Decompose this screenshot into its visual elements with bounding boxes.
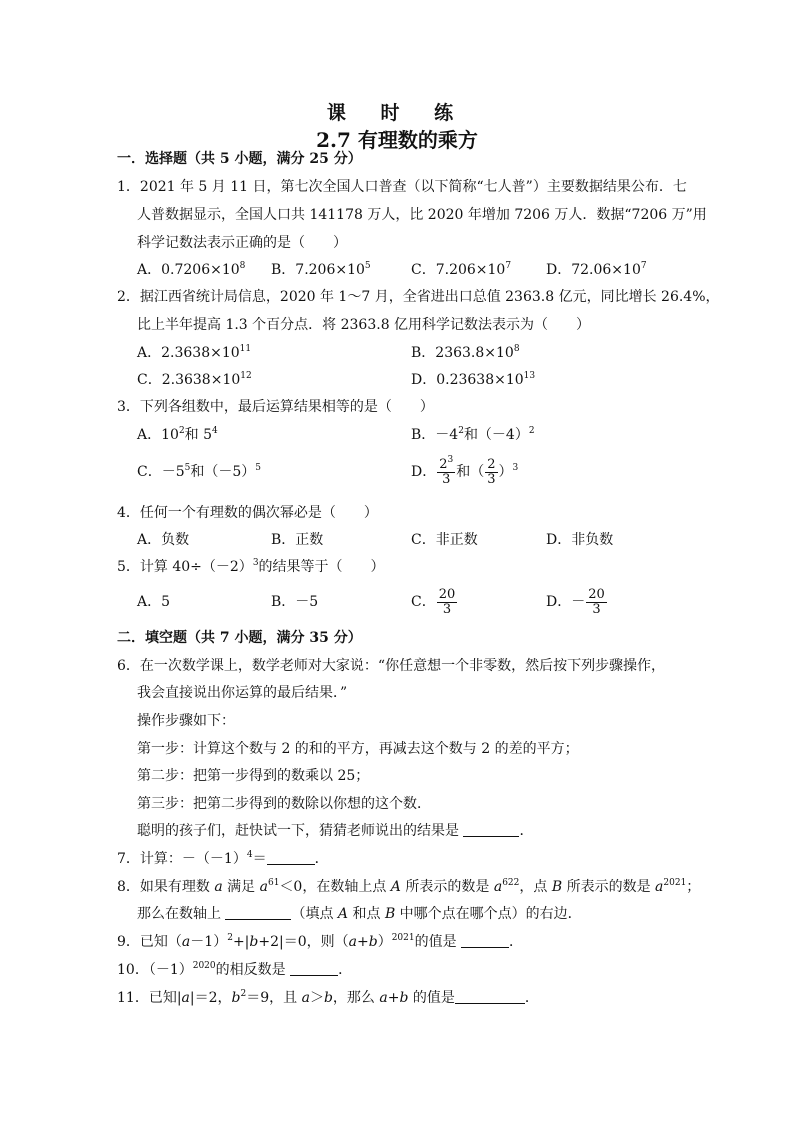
fraction-twenty-thirds: $\frac{20}{3}$ [438, 586, 456, 617]
q2-line1: 2．据江西省统计局信息，2020 年 1～7 月，全省进出口总值 2363.8 亿元，同比增长 26.4%， [117, 289, 720, 305]
answer-blank-q10[interactable] [290, 961, 338, 976]
q3-option-c: C．$-5^5$和$(-5)^5$ [137, 463, 262, 480]
answer-blank-q6[interactable] [463, 822, 519, 837]
q2-line2: 比上半年提高 1.3 个百分点．将 2363.8 亿用科学记数法表示为（ ） [137, 317, 591, 333]
q5-option-c: C． $\frac{20}{3}$ [411, 586, 456, 617]
q2-option-c: C．$2.3638\times 10^{12}$ [137, 371, 252, 388]
fraction-neg-twenty-thirds: $\frac{20}{3}$ [588, 586, 605, 617]
q4-option-b: B．正数 [271, 532, 324, 548]
q1-line1: 1．2021 年 5 月 11 日，第七次全国人口普查（以下简称“七人普”）主要数据结果公布．七 [117, 179, 687, 195]
q6-line5: 第二步：把第一步得到的数乘以 25； [137, 768, 370, 784]
answer-blank-q7[interactable] [267, 850, 315, 865]
q5-line: 5．计算 $40\div(-2)^3$的结果等于（ ） [117, 558, 385, 575]
q1-option-b: B．$7.206\times 10^5$ [271, 261, 371, 278]
q4-line: 4．任何一个有理数的偶次幂必是（ ） [117, 505, 378, 521]
q2-option-d: D．$0.23638\times 10^{13}$ [411, 371, 536, 388]
q3-option-b: B．$-4^2$和$(-4)^2$ [411, 426, 535, 443]
q6-line6: 第三步：把第二步得到的数除以你想的这个数． [137, 796, 431, 812]
q5-option-b: B．－5 [271, 594, 319, 610]
q6-line1: 6．在一次数学课上，数学老师对大家说：“你任意想一个非零数，然后按下列步骤操作， [117, 658, 666, 674]
q1-option-d: D．$72.06\times 10^7$ [546, 261, 647, 278]
q6-line4: 第一步：计算这个数与 2 的和的平方，再减去这个数与 2 的差的平方； [137, 741, 579, 757]
fraction-two-thirds: $\frac{2}{3}$ [487, 456, 496, 487]
q1-line3: 科学记数法表示正确的是（ ） [137, 235, 347, 251]
q3-option-a: A．$10^2$和 $5^4$ [137, 426, 218, 443]
q6-line3: 操作步骤如下： [137, 713, 235, 729]
q6-line7: 聪明的孩子们，赶快试一下，猜猜老师说出的结果是 ． [137, 823, 534, 839]
q9-line: 9．已知$(a-1)^2+|b+2|=0$，则$(a+b)^{2021}$的值是 ． [117, 933, 524, 950]
page-subtitle: 2.7 有理数的乘方 [316, 128, 478, 152]
q1-option-a: A．$0.7206\times 10^8$ [137, 261, 246, 278]
q6-line2: 我会直接说出你运算的最后结果．” [137, 685, 348, 701]
answer-blank-q8[interactable] [225, 905, 291, 920]
q11-line: 11．已知|a|＝2，$b^2=9$，且 a＞b，那么 a+b 的值是 ． [117, 989, 539, 1006]
q3-option-d: D． $\frac{2^3}{3}$ 和（ $\frac{2}{3}$ ）$^3$ [411, 454, 519, 487]
q1-option-c: C．$7.206\times 10^7$ [411, 261, 512, 278]
q7-line: 7．计算：$-(-1)^4=$ ． [117, 850, 329, 867]
q2-option-b: B．$2363.8\times 10^8$ [411, 344, 520, 361]
q5-option-d: D．－ $\frac{20}{3}$ [546, 586, 605, 617]
q1-line2: 人普数据显示，全国人口共 141178 万人，比 2020 年增加 7206 万人．数据“7206 万”用 [137, 207, 707, 223]
q5-option-a: A．5 [137, 594, 171, 610]
q4-option-a: A．负数 [137, 532, 190, 548]
answer-blank-q9[interactable] [461, 933, 509, 948]
page-title: 课 时 练 [326, 102, 468, 124]
q8-line1: 8．如果有理数 a 满足 $a^{61}<0$，在数轴上点 A 所表示的数是 $a^{622}$，点 B 所表示的数是 $a^{2021}$； [117, 878, 701, 895]
q8-line2: 那么在数轴上 （填点 A 和点 B 中哪个点在哪个点）的右边． [137, 906, 582, 922]
section-heading-fill-in: 二．填空题（共 7 小题，满分 35 分） [117, 630, 362, 646]
q2-option-a: A．$2.3638\times 10^{11}$ [137, 344, 252, 361]
q4-option-c: C．非正数 [411, 532, 478, 548]
q10-line: 10．$(-1)^{2020}$的相反数是 ． [117, 961, 353, 978]
section-heading-multiple-choice: 一．选择题（共 5 小题，满分 25 分） [117, 151, 362, 167]
answer-blank-q11[interactable] [455, 989, 525, 1004]
fraction-two-cubed-over-three: $\frac{2^3}{3}$ [439, 454, 454, 487]
q4-option-d: D．非负数 [546, 532, 614, 548]
q3-line: 3．下列各组数中，最后运算结果相等的是（ ） [117, 399, 434, 415]
